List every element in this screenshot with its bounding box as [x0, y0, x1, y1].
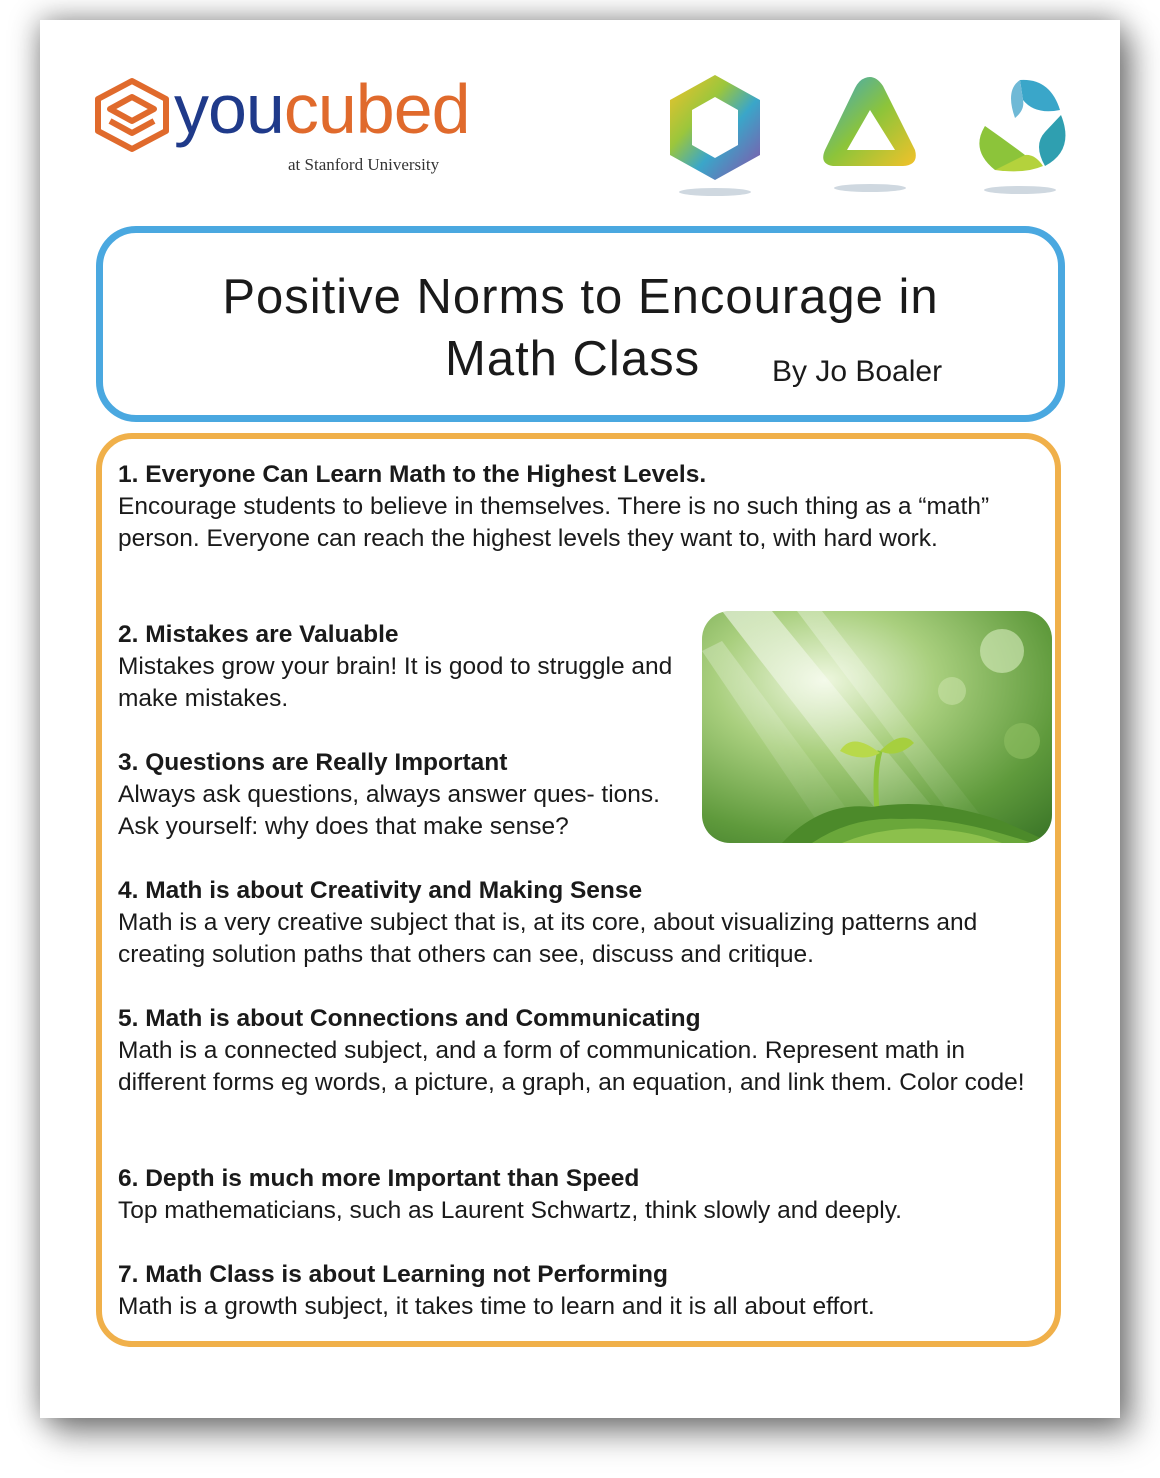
norm-item: [118, 1163, 1048, 1227]
hexagon-ring-icon: [660, 70, 770, 200]
page-title-line2: Math Class: [445, 332, 701, 386]
logo-word-cubed: cubed: [283, 70, 470, 148]
logo-word-you: you: [174, 70, 284, 148]
norm-title: 4. Math is about Creativity and Making Sense: [118, 877, 643, 904]
norm-body: Top mathematicians, such as Laurent Schwartz, think slowly and deeply.: [118, 1197, 902, 1224]
norm-item: [118, 747, 693, 843]
norm-body: Encourage students to believe in themselves. There is no such thing as a “math” person. Everyone can reach the highest levels they want to, with hard work.: [118, 493, 990, 552]
title-box: [96, 226, 1065, 422]
document-page: [40, 20, 1120, 1418]
logo-subtitle: at Stanford University: [288, 155, 440, 174]
norm-body: Math is a connected subject, and a form of communication. Represent math in different forms eg words, a picture, a graph, an equation, and link them. Color code!: [118, 1037, 1025, 1096]
norm-item: [118, 1003, 1048, 1099]
norm-title: 1. Everyone Can Learn Math to the Highest Levels.: [118, 461, 707, 488]
youcubed-logo: [92, 70, 472, 185]
cube-logo-icon: [92, 75, 172, 155]
logo-wordmark: [174, 69, 470, 149]
norm-body: Mistakes grow your brain! It is good to struggle and make mistakes.: [118, 653, 673, 712]
norm-body: Math is a growth subject, it takes time to learn and it is all about effort.: [118, 1293, 875, 1320]
norm-title: 2. Mistakes are Valuable: [118, 621, 399, 648]
norm-title: 6. Depth is much more Important than Speed: [118, 1165, 640, 1192]
page-title-line1: Positive Norms to Encourage in: [222, 270, 939, 324]
norm-item: [118, 619, 693, 715]
norm-item: [118, 459, 1048, 555]
sprout-photo: [702, 611, 1052, 843]
norm-title: 5. Math is about Connections and Communicating: [118, 1005, 701, 1032]
norm-title: 3. Questions are Really Important: [118, 749, 508, 776]
norm-body: Always ask questions, always answer ques- tions. Ask yourself: why does that make sense?: [118, 781, 660, 840]
triangle-ring-icon: [815, 70, 925, 200]
header-icons: [660, 70, 1080, 200]
norms-box: [96, 433, 1061, 1347]
leaf-triad-icon: [965, 70, 1075, 200]
norm-item: [118, 1259, 1048, 1323]
norm-body: Math is a very creative subject that is, at its core, about visualizing patterns and creating solution paths that others can see, discuss and critique.: [118, 909, 978, 968]
author-byline: By Jo Boaler: [772, 355, 943, 388]
norm-title: 7. Math Class is about Learning not Performing: [118, 1261, 668, 1288]
norm-item: [118, 875, 1048, 971]
